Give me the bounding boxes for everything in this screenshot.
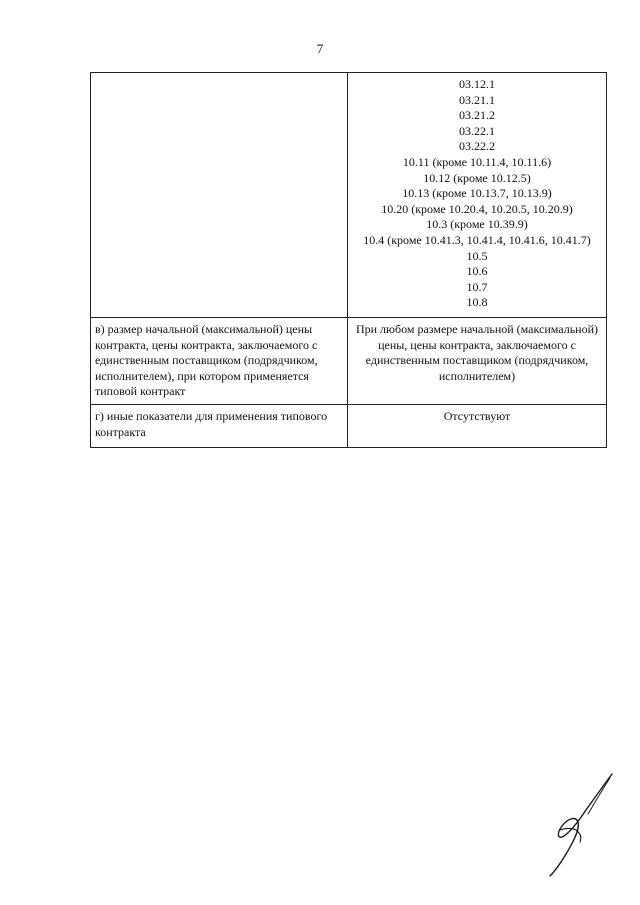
codes-list [348, 73, 606, 317]
price-value-cell [348, 318, 607, 405]
other-value: Отсутствуют [443, 408, 511, 423]
table-row-other [91, 404, 607, 447]
price-value: При любом размере начальной (максимальной) цены, цены контракта, заключаемого с единственным поставщиком (подрядчиком, исполнителем) [355, 322, 599, 383]
codes-cell [348, 73, 607, 318]
page-number: 7 [316, 41, 324, 56]
code-item: 10.12 (кроме 10.12.5) [423, 170, 531, 185]
code-item: 10.11 (кроме 10.11.4, 10.11.6) [402, 154, 552, 169]
code-item: 10.3 (кроме 10.39.9) [426, 217, 528, 232]
code-item: 03.21.2 [459, 108, 495, 123]
other-label: г) иные показатели для применения типового контракта [95, 408, 328, 439]
code-item: 03.21.1 [459, 92, 495, 107]
code-item: 10.13 (кроме 10.13.7, 10.13.9) [402, 186, 552, 201]
price-label-cell [91, 318, 348, 405]
parameters-table [90, 72, 607, 448]
other-value-cell [348, 404, 607, 447]
code-item: 03.22.1 [459, 123, 495, 138]
code-item: 03.12.1 [459, 77, 495, 91]
code-item: 10.6 [466, 264, 488, 279]
table-row-price [91, 318, 607, 405]
code-item: 10.20 (кроме 10.20.4, 10.20.5, 10.20.9) [381, 201, 573, 216]
table-row-codes [91, 73, 607, 318]
code-item: 10.4 (кроме 10.41.3, 10.41.4, 10.41.6, 10.41.7) [363, 232, 591, 247]
other-label-cell [91, 404, 348, 447]
handwritten-signature-icon [536, 770, 616, 880]
code-item: 03.22.2 [459, 139, 495, 154]
code-item: 10.8 [466, 295, 488, 310]
code-item: 10.5 [466, 248, 488, 263]
code-item: 10.7 [466, 279, 488, 294]
codes-empty-cell [91, 73, 348, 318]
price-label: в) размер начальной (максимальной) цены контракта, цены контракта, заключаемого с единственным поставщиком (подрядчиком, исполнителем), при котором применяется типовой контракт [95, 322, 318, 399]
